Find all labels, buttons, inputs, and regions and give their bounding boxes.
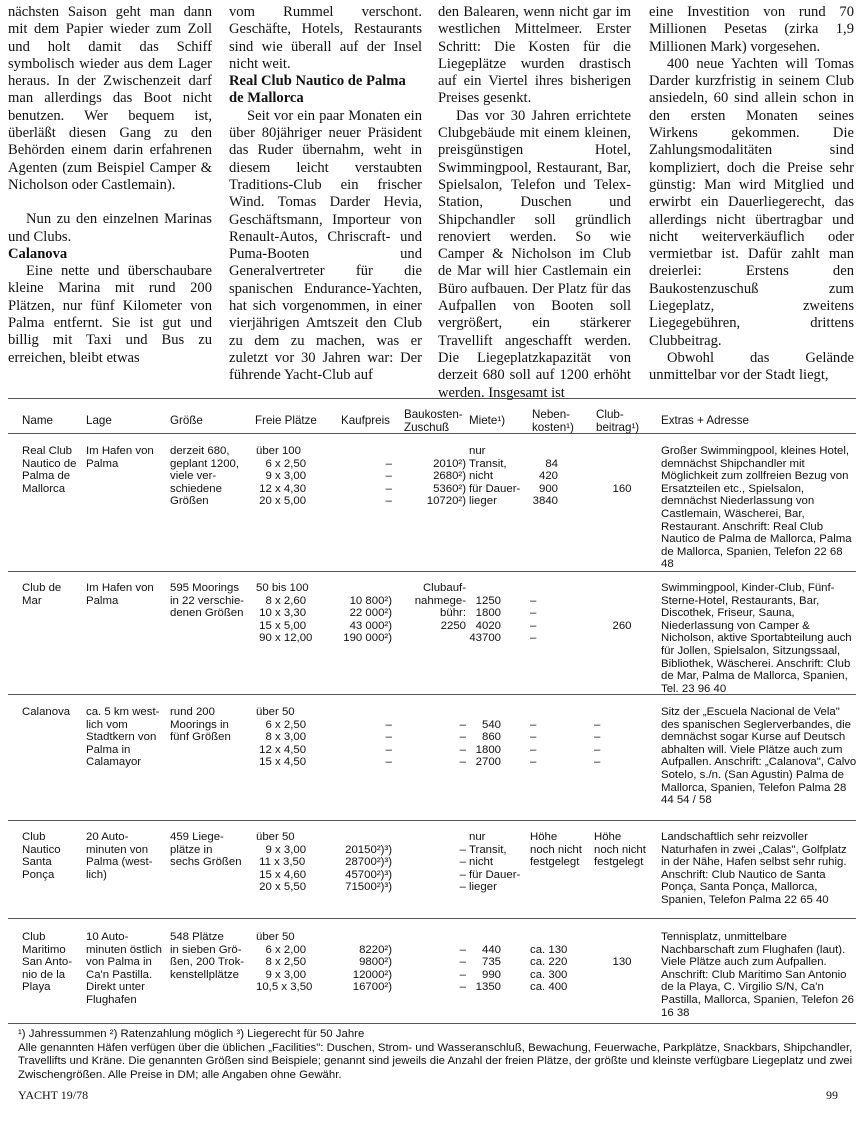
- table-cell-bauk: – – – –: [459, 943, 466, 994]
- paragraph: Eine nette und überschaubare kleine Marina mit rund 200 Plätzen, nur fünf Kilometer von Palma entfernt. Sie ist gut und billig mit Taxi und Bus zu erreichen, bleibt etwas: [8, 263, 212, 366]
- table-cell-bauk: – – – –: [459, 843, 466, 894]
- column-header: Lage: [86, 414, 112, 427]
- table-rule: [8, 918, 856, 919]
- column-header: Extras + Adresse: [661, 414, 749, 427]
- table-cell-extras: Großer Swimmingpool, kleines Hotel, demnächst Shipchandler mit Möglichkeit zum zollfreien Bezug von Ersatzteilen etc., Spielsalon, demnächst Niederlassung von Castlemain, Wäscherei, Bar, Restaurant. Anschrift: Real Club Nautico de Palma de Mallorca, Palma de Mallorca, Spanien, Telefon 22 68 48: [661, 445, 852, 571]
- paragraph: Obwohl das Gelände unmittelbar vor der Stadt liegt,: [649, 349, 854, 384]
- table-cell-club: 260: [612, 619, 632, 632]
- table-rule: [8, 398, 856, 399]
- table-cell-neben: Höhe noch nicht festgelegt: [530, 831, 582, 869]
- table-cell-extras: Tennisplatz, unmittelbare Nachbarschaft zum Flughafen (laut). Viele Plätze auch zum Aufpallen. Anschrift: Club Maritimo San Antonio de la Playa, C. Virgilio S/N, Ca'n Pastilla, Mallorca, Spanien, Telefon 26 16 38: [661, 931, 854, 1019]
- footnote-text: Alle genannten Häfen verfügen über die üblichen „Facilities": Duschen, Strom- und Wasseranschluß, Bewachung, Feuerwache, Parkplätze, Snackbars, Shipchandler, Travellifts und Kräne. Die genannten Größen sind Beispiele; genannt sind jeweils die Anzahl der freien Plätze, der größte und kleinste verfügbare Liegeplatz und zwei Zwischengrößen. Alle Preise in DM; alle Angaben ohne Gewähr.: [18, 1042, 853, 1081]
- table-cell-freie: über 100 6 x 2,50 9 x 3,00 12 x 4,30 20 x 5,00: [256, 445, 307, 508]
- table-rule: [8, 571, 856, 572]
- table-cell-freie: 50 bis 100 8 x 2,60 10 x 3,30 15 x 5,00 90 x 12,00: [256, 582, 313, 645]
- table-rule: [8, 820, 856, 821]
- table-cell-neben: ca. 130 ca. 220 ca. 300 ca. 400: [530, 943, 568, 994]
- table-cell-extras: Sitz der „Escuela Nacional de Vela" des spanischen Seglerverbandes, die demnächst sogar Kurse auf Deutsch abhalten will. Viele Plätze auch zum Aufpallen. Anschrift: „Calanova", Calvo Sotelo, s./n. (San Agustin) Palma de Mallorca, Spanien, Telefon Palma 28 44 54 / 58: [661, 706, 857, 807]
- paragraph: Nun zu den einzelnen Marinas und Clubs.: [8, 211, 212, 245]
- table-cell-miete: 440 735 990 1350: [475, 943, 501, 994]
- table-cell-club: 160: [612, 482, 632, 495]
- paragraph: Seit vor ein paar Monaten ein über 80jähriger neuer Präsident das Ruder übernahm, weht in diesem leicht verstaubten Traditions-Club ein frischer Wind. Tomas Darder Hevia, Geschäftsmann, Importeur von Renault-Autos, Chriscraft- und Puma-Booten und Generalvertreter für die spanischen Endurance-Yachten, hat sich vorgenommen, in einer vierjährigen Amtszeit den Club zu dem zu machen, was er zuletzt vor 30 Jahren war: Der führende Yacht-Club auf: [229, 107, 422, 384]
- table-cell-groesse: 459 Liege- plätze in sechs Größen: [170, 831, 242, 869]
- table-cell-miete: 540 860 1800 2700: [475, 718, 501, 769]
- table-cell-name: Club de Mar: [22, 582, 62, 607]
- column-header: Größe: [170, 414, 203, 427]
- article-column-2: [229, 4, 422, 385]
- table-cell-freie: über 50 9 x 3,00 11 x 3,50 15 x 4,60 20 x 5,50: [256, 831, 307, 894]
- table-cell-club: 130: [612, 956, 632, 969]
- table-cell-club: Höhe noch nicht festgelegt: [594, 831, 646, 869]
- folio-left: YACHT 19/78: [18, 1088, 89, 1102]
- table-cell-bauk: Clubauf- nahmege- bühr: 2250: [414, 582, 466, 632]
- paragraph: eine Investition von rund 70 Millionen Pesetas (zirka 1,9 Millionen Mark) vorgesehen.: [649, 4, 854, 55]
- table-cell-miete: nur Transit, nicht für Dauer- lieger: [469, 831, 521, 894]
- column-header: Name: [22, 414, 53, 427]
- article-column-4: [649, 4, 854, 385]
- table-cell-miete: nur Transit, nicht für Dauer- lieger: [469, 445, 521, 508]
- table-rule: [8, 1023, 856, 1024]
- table-cell-lage: Im Hafen von Palma: [86, 582, 154, 607]
- page-number: 99: [826, 1088, 838, 1102]
- paragraph: 400 neue Yachten will Tomas Darder kurzfristig in seinem Club ansiedeln, 60 sind allein schon in den ersten Monaten seines Wirkens gekommen. Die Zahlungsmodalitäten sind kompliziert, doch die Preise sehr günstig: Man wird Mitglied und erwirbt ein Dauerliegerecht, das allerdings nicht übertragbar und nicht weiterverkäuflich oder vermietbar ist. Dafür zahlt man dreierlei: Erstens den Baukostenzuschuß zum Liegeplatz, zweitens Liegegebühren, drittens Clubbeitrag.: [649, 55, 854, 349]
- table-cell-extras: Swimmingpool, Kinder-Club, Fünf-Sterne-Hotel, Restaurants, Bar, Discothek, Friseur, Sauna, Niederlassung von Camper & Nicholson, aktive Sportabteilung auch für Jollen, Spielsalon, Sitzungssaal, Bibliothek, Wäscherei. Anschrift: Club de Mar, Palma de Mallorca, Spanien, Tel. 23 96 40: [661, 582, 852, 695]
- paragraph: Das vor 30 Jahren errichtete Clubgebäude mit einem kleinen, preisgünstigen Hotel, Swimmingpool, Restaurant, Bar, Spielsalon, Telefon und Telex-Station, Duschen und Shipchandler soll gründlich renoviert werden. So wie Camper & Nicholson im Club de Mar will hier Castlemain ein Büro aufbauen. Der Platz für das Aufpallen von Booten soll vergrößert, ein stärkerer Travellift angeschafft werden. Die Liegeplatzkapazität von derzeit 680 soll auf 1200 erhöht werden. Insgesamt ist: [438, 107, 631, 401]
- table-cell-groesse: rund 200 Moorings in fünf Größen: [170, 706, 231, 744]
- paragraph: den Balearen, wenn nicht gar im westlichen Mittelmeer. Erster Schritt: Die Kosten für die Liegeplätze wurden drastisch auf ein Viertel ihres bisherigen Preises gesenkt.: [438, 4, 631, 107]
- footnote-legend: ¹) Jahressummen ²) Ratenzahlung möglich ³) Liegerecht für 50 Jahre: [18, 1028, 365, 1040]
- table-cell-name: Real Club Nautico de Palma de Mallorca: [22, 445, 77, 495]
- article-column-1: [8, 4, 212, 367]
- table-cell-freie: über 50 6 x 2,50 8 x 3,00 12 x 4,50 15 x 4,50: [256, 706, 307, 769]
- column-header: Freie Plätze: [255, 414, 317, 427]
- table-cell-freie: über 50 6 x 2,00 8 x 2,50 9 x 3,00 10,5 x 3,50: [256, 931, 313, 994]
- table-cell-name: Club Nautico Santa Ponça: [22, 831, 61, 881]
- table-cell-lage: ca. 5 km west- lich vom Stadtkern von Palma in Calamayor: [86, 706, 160, 769]
- paragraph: nächsten Saison geht man dann mit dem Papier wieder zum Zoll und holt damit das Schiff symbolisch wieder aus dem Lager heraus. In der Zwischenzeit darf man allerdings das Boot nicht benutzen. Wer bequem ist, überläßt diesen Gang zu den Behörden einem darin erfahrenen Agenten (zum Beispiel Camper & Nicholson oder Castlemain).: [8, 4, 212, 193]
- table-cell-lage: 10 Auto- minuten östlich von Palma in Ca'n Pastilla. Direkt unter Flughafen: [86, 931, 162, 1006]
- table-cell-miete: 1250 1800 4020 43700: [469, 594, 501, 645]
- column-header: Club- beitrag¹): [596, 408, 640, 434]
- table-cell-bauk: – – – –: [459, 718, 466, 769]
- table-cell-extras: Landschaftlich sehr reizvoller Naturhafen in zwei „Calas", Golfplatz in der Nähe, Hafen selbst sehr ruhig. Anschrift: Club Nautico de Santa Ponça, Santa Ponça, Mallorca, Spanien, Telefon Palma 22 65 40: [661, 831, 847, 906]
- table-cell-kauf: 10 800²) 22 000²) 43 000²) 190 000²): [343, 594, 392, 645]
- table-cell-groesse: derzeit 680, geplant 1200, viele ver- schiedene Größen: [170, 445, 240, 508]
- table-cell-neben: – – – –: [530, 718, 537, 769]
- table-cell-kauf: 8220²) 9800²) 12000²) 16700²): [352, 943, 392, 994]
- table-cell-kauf: 20150²)³) 28700²)³) 45700²)³) 71500²)³): [345, 843, 392, 894]
- article-column-3: [438, 4, 631, 402]
- table-cell-neben: 84 420 900 3840: [532, 457, 558, 508]
- table-cell-kauf: – – – –: [385, 457, 392, 508]
- table-cell-lage: Im Hafen von Palma: [86, 445, 154, 470]
- column-header: Neben- kosten¹): [532, 408, 574, 434]
- table-cell-groesse: 548 Plätze in sieben Grö- ßen, 200 Trok- kenstellplätze: [170, 931, 245, 981]
- paragraph: vom Rummel verschont. Geschäfte, Hotels, Restaurants sind wie überall auf der Insel nicht weit.: [229, 4, 422, 72]
- paragraph-gap: [8, 194, 212, 211]
- table-cell-name: Club Maritimo San Anto- nio de la Playa: [22, 931, 73, 994]
- table-cell-club: – – – –: [594, 718, 601, 769]
- column-header: Miete¹): [469, 414, 506, 427]
- section-heading: Real Club Nautico de Palma de Mallorca: [229, 73, 406, 107]
- table-cell-name: Calanova: [22, 706, 71, 718]
- column-header: Kaufpreis: [341, 414, 390, 427]
- section-heading: Calanova: [8, 245, 68, 262]
- table-cell-bauk: 2010²) 2680²) 5360²) 10720²): [426, 457, 466, 508]
- table-cell-groesse: 595 Moorings in 22 verschie- denen Größen: [170, 582, 245, 620]
- table-cell-lage: 20 Auto- minuten von Palma (west- lich): [86, 831, 153, 881]
- table-cell-kauf: – – – –: [385, 718, 392, 769]
- table-cell-neben: – – – –: [530, 594, 537, 645]
- column-header: Baukosten- Zuschuß: [404, 408, 463, 434]
